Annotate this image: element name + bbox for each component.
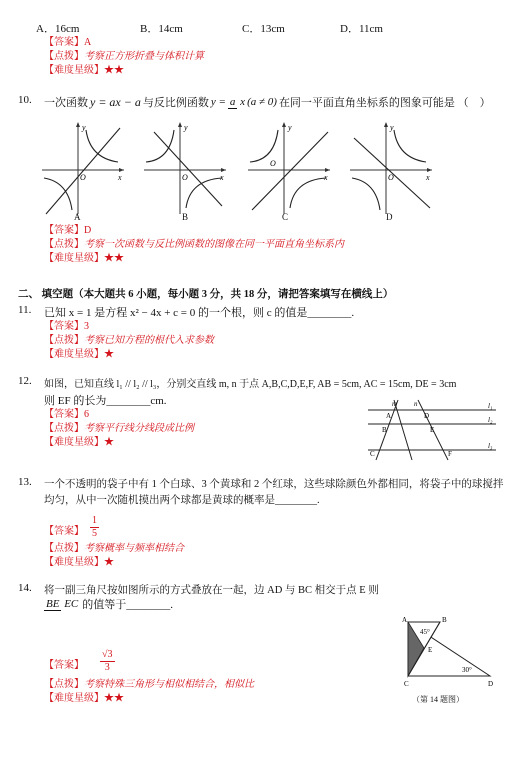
q10-answer	[44, 224, 91, 237]
point-tag: 【点拨】	[44, 423, 84, 434]
label-m: m	[392, 400, 398, 408]
q9-option-d: D．11cm	[340, 23, 383, 35]
answer-value: A	[84, 37, 92, 48]
q10-inverse-condition: (a ≠ 0)	[247, 96, 277, 108]
q10-graph-b-label: B	[182, 212, 189, 222]
axis-y-label: y	[184, 123, 188, 132]
difficulty-tag: 【难度星级】	[44, 693, 104, 704]
q10-graph-d-label: D	[386, 212, 393, 222]
difficulty-stars: ★★	[104, 65, 124, 76]
q10-graph-c	[244, 118, 334, 218]
axis-x-label: x	[220, 173, 224, 182]
fraction-numerator: √3	[102, 649, 113, 660]
point-text: 考察特殊三角形与相似相结合，相似比	[84, 679, 254, 690]
q14-answer	[44, 638, 115, 674]
q13-difficulty	[44, 556, 114, 569]
point-tag: 【点拨】	[44, 239, 84, 250]
q14-figure-caption: （第 14 题图）	[412, 695, 464, 704]
difficulty-tag: 【难度星级】	[44, 557, 104, 568]
label-e: E	[430, 426, 435, 434]
axis-x-label: x	[426, 173, 430, 182]
axis-y-label: y	[82, 123, 86, 132]
fraction-numerator: 1	[92, 515, 97, 526]
q10-graph-d	[346, 118, 436, 218]
q13-answer	[44, 510, 99, 540]
q10-point	[44, 238, 344, 251]
q9-answer	[44, 36, 91, 49]
q14-stem-tail: 的值等于________.	[82, 599, 174, 611]
q10-text-a: 一次函数	[44, 97, 88, 109]
answer-tag: 【答案】	[44, 225, 84, 236]
origin-label: O	[388, 173, 394, 182]
point-text: 考察一次函数与反比例函数的图像在同一平面直角坐标系内	[84, 239, 344, 250]
point-tag: 【点拨】	[44, 679, 84, 690]
answer-tag: 【答案】	[44, 37, 84, 48]
fraction-numerator: BE	[46, 598, 60, 610]
q11-stem: 已知 x = 1 是方程 x² − 4x + c = 0 的一个根，则 c 的值是________.	[44, 307, 355, 319]
point-text: 考察正方形折叠与体积计算	[84, 51, 204, 62]
q13-stem-line2: 均匀，从中一次随机摸出两个球都是黄球的概率是________.	[44, 495, 320, 506]
q12-point	[44, 422, 194, 435]
difficulty-stars: ★★	[104, 693, 124, 704]
origin-label: O	[80, 173, 86, 182]
fraction-denominator: EC	[64, 598, 79, 610]
answer-tag: 【答案】	[44, 660, 84, 671]
point-text: 考察平行线分线段成比例	[84, 423, 194, 434]
label-d: D	[424, 412, 430, 420]
q12-stem-line1: 如图，已知直线 l₁ // l₂ // l₃，分别交直线 m, n 于点 A,B,C,D,E,F, AB = 5cm, AC = 15cm, DE = 3cm	[44, 379, 457, 390]
label-l1: l₁	[488, 402, 493, 410]
q14-stem-line1: 将一副三角尺按如图所示的方式叠放在一起，边 AD 与 BC 相交于点 E 则	[44, 585, 379, 596]
q12-figure	[364, 398, 500, 464]
q11-answer	[44, 320, 89, 333]
axis-x-label: x	[324, 173, 328, 182]
label-d: D	[488, 680, 494, 688]
answer-tag: 【答案】	[44, 409, 84, 420]
point-tag: 【点拨】	[44, 51, 84, 62]
q13-point	[44, 542, 184, 555]
axis-y-label: y	[288, 123, 292, 132]
origin-label: O	[182, 173, 188, 182]
q10-graph-a	[38, 118, 128, 218]
q14-stem-line2	[44, 596, 173, 612]
difficulty-tag: 【难度星级】	[44, 349, 104, 360]
answer-fraction	[100, 649, 115, 674]
label-e: E	[428, 646, 433, 654]
axis-x-label: x	[118, 173, 122, 182]
q10-text-c: 在同一平面直角坐标系的图象可能是 （ ）	[278, 97, 491, 109]
answer-value: 6	[84, 409, 89, 420]
q10-graph-b	[140, 118, 230, 218]
label-l2: l₂	[488, 416, 493, 424]
q12-number: 12.	[18, 375, 32, 387]
difficulty-stars: ★★	[104, 253, 124, 264]
answer-fraction	[90, 515, 99, 540]
q11-point	[44, 334, 214, 347]
difficulty-tag: 【难度星级】	[44, 65, 104, 76]
difficulty-stars: ★	[104, 557, 114, 568]
difficulty-stars: ★	[104, 437, 114, 448]
fraction-numerator: a	[229, 96, 236, 108]
difficulty-tag: 【难度星级】	[44, 253, 104, 264]
point-tag: 【点拨】	[44, 543, 84, 554]
q10-graph-c-label: C	[282, 212, 289, 222]
q9-option-c: C．13cm	[242, 23, 285, 35]
fraction-denominator: x	[240, 96, 246, 108]
q9-point	[44, 50, 204, 63]
label-f: F	[448, 450, 452, 458]
point-text: 考察已知方程的根代入求参数	[84, 335, 214, 346]
difficulty-stars: ★	[104, 349, 114, 360]
q10-inverse-fraction	[228, 96, 245, 108]
label-c: C	[404, 680, 409, 688]
q10-stem	[44, 89, 491, 115]
angle-30: 30°	[462, 666, 472, 674]
label-c: C	[370, 450, 375, 458]
q10-graph-a-label: A	[74, 212, 81, 222]
q12-difficulty	[44, 436, 114, 449]
q9-difficulty	[44, 64, 124, 77]
label-b: B	[382, 426, 387, 434]
q10-text-b: 与反比例函数	[142, 97, 209, 109]
answer-tag: 【答案】	[44, 321, 84, 332]
angle-45: 45°	[420, 628, 430, 636]
q14-figure	[398, 614, 498, 692]
q12-answer	[44, 408, 89, 421]
answer-value: D	[84, 225, 92, 236]
q9-option-a: A．16cm	[36, 23, 80, 35]
q10-difficulty	[44, 252, 124, 265]
q14-number: 14.	[18, 582, 32, 594]
label-n: n	[414, 400, 418, 408]
q14-difficulty	[44, 692, 124, 705]
q13-number: 13.	[18, 476, 32, 488]
q10-linear-expr: y = ax − a	[90, 94, 141, 109]
q11-difficulty	[44, 348, 114, 361]
q13-stem-line1: 一个不透明的袋子中有 1 个白球、3 个黄球和 2 个红球，这些球除颜色外都相同，将袋子中的球搅拌	[44, 479, 504, 490]
q14-ratio-fraction	[44, 598, 78, 610]
answer-value: 3	[84, 321, 89, 332]
answer-tag: 【答案】	[44, 526, 84, 537]
point-tag: 【点拨】	[44, 335, 84, 346]
origin-label: O	[270, 159, 276, 168]
label-a: A	[386, 412, 392, 420]
label-l3: l₃	[488, 442, 493, 450]
fraction-denominator: 3	[104, 662, 110, 673]
q12-stem-line2: 则 EF 的长为________cm.	[44, 395, 167, 407]
label-b: B	[442, 616, 447, 624]
fraction-denominator: 5	[92, 528, 97, 539]
q11-number: 11.	[18, 304, 32, 316]
q9-option-b: B．14cm	[140, 23, 183, 35]
q10-inverse-lhs: y =	[210, 96, 226, 108]
q10-number: 10.	[18, 94, 32, 106]
label-a: A	[402, 616, 408, 624]
section-two-heading: 二、 填空题（本大题共 6 小题，每小题 3 分，共 18 分，请把答案填写在横线上）	[18, 289, 394, 300]
difficulty-tag: 【难度星级】	[44, 437, 104, 448]
point-text: 考察概率与频率相结合	[84, 543, 184, 554]
q14-point	[44, 678, 254, 691]
axis-y-label: y	[390, 123, 394, 132]
